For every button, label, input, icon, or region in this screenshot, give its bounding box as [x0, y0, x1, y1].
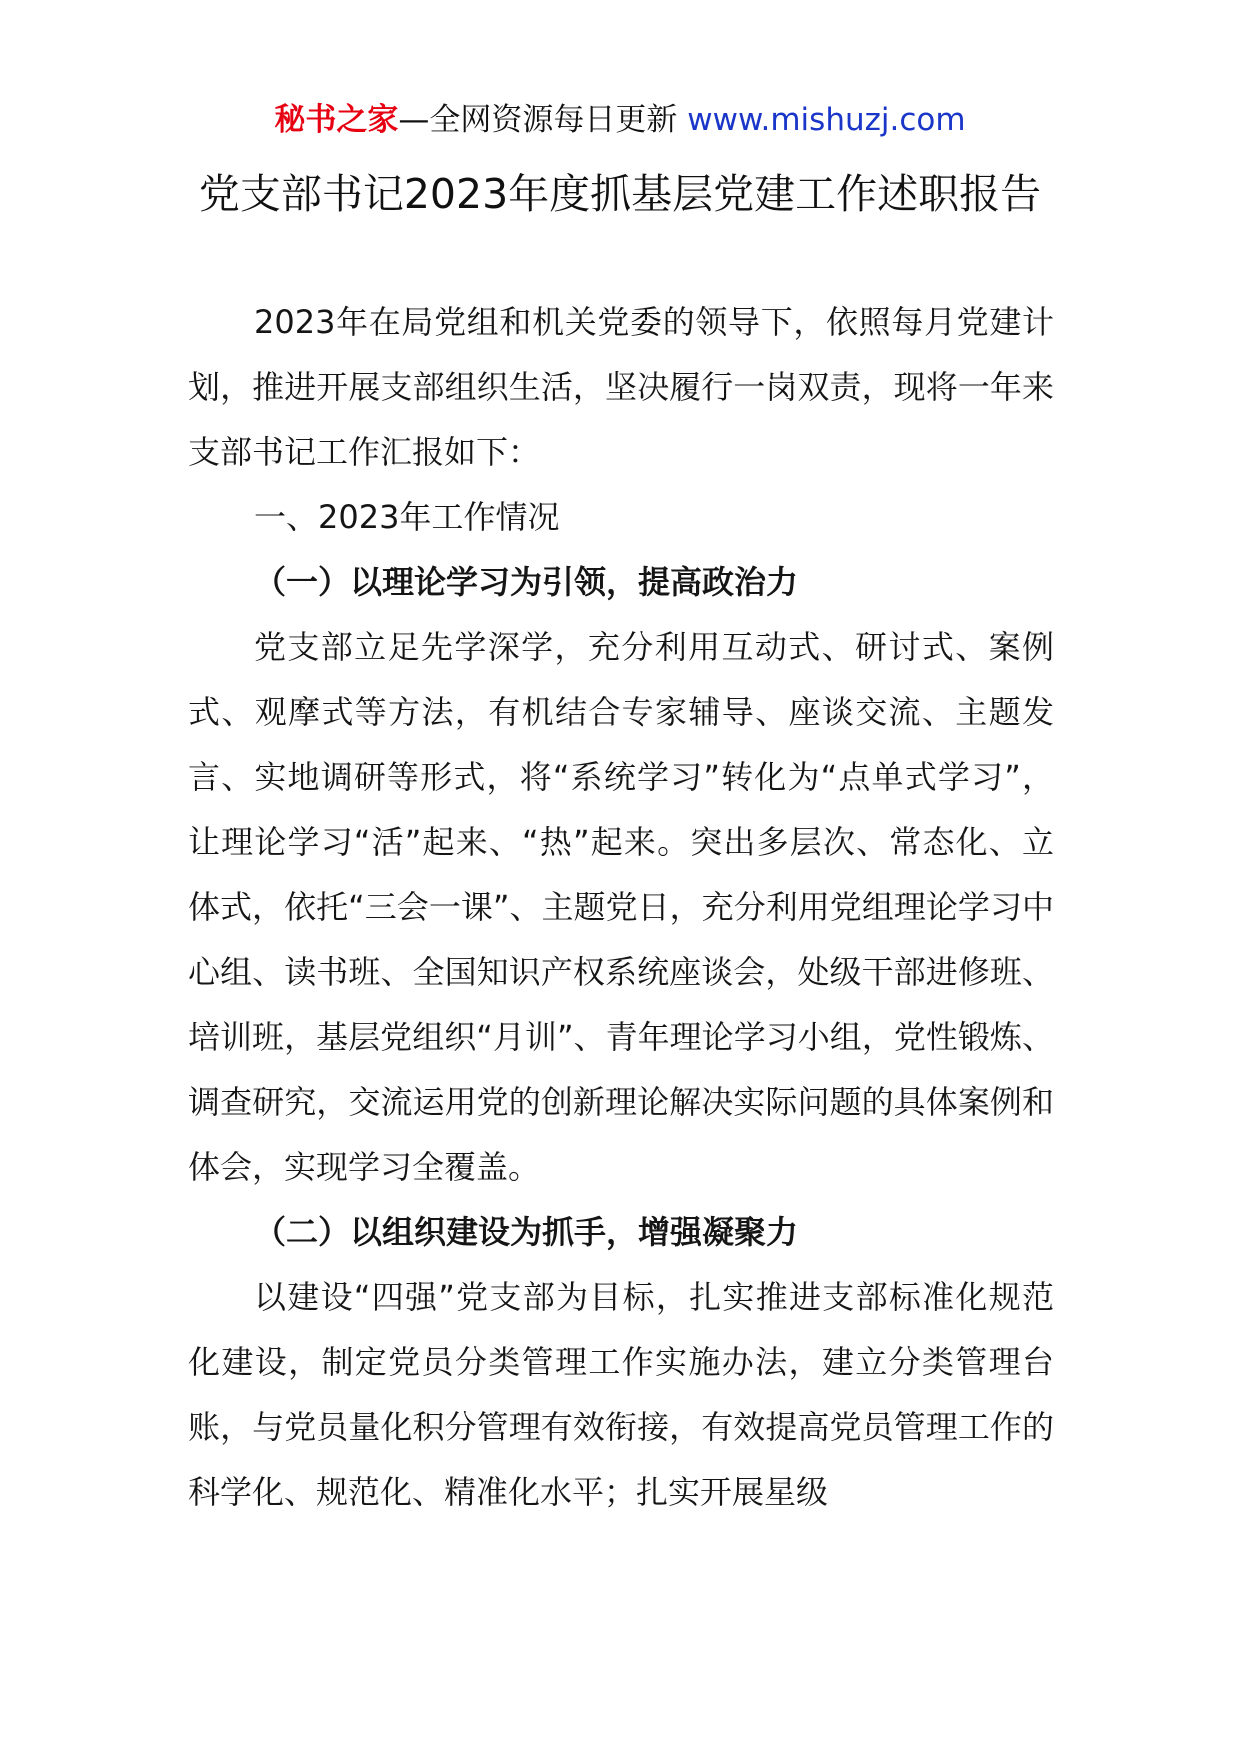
subsection-heading-2: （二）以组织建设为抓手，增强凝聚力	[254, 1213, 799, 1251]
subsection-body-2: 以建设“四强”党支部为目标，扎实推进支部标准化规范化建设，制定党员分类管理工作实施办法，建立分类管理台账，与党员量化积分管理有效衔接，有效提高党员管理工作的科学化、规范化、精准化水平；扎实开展星级	[188, 1278, 1054, 1511]
site-header	[0, 98, 1240, 142]
header-tagline: —全网资源每日更新	[398, 102, 678, 138]
document-title: 党支部书记2023年度抓基层党建工作述职报告	[198, 170, 1042, 218]
document-body	[188, 290, 1054, 1525]
intro-paragraph: 2023年在局党组和机关党委的领导下，依照每月党建计划，推进开展支部组织生活，坚决履行一岗双责，现将一年来支部书记工作汇报如下：	[188, 303, 1054, 471]
section-heading-1: 一、2023年工作情况	[254, 498, 560, 536]
brand-name: 秘书之家	[274, 102, 399, 138]
site-url-link[interactable]: www.mishuzj.com	[687, 102, 966, 138]
subsection-heading-1: （一）以理论学习为引领，提高政治力	[254, 563, 799, 601]
subsection-body-1: 党支部立足先学深学，充分利用互动式、研讨式、案例式、观摩式等方法，有机结合专家辅导、座谈交流、主题发言、实地调研等形式，将“系统学习”转化为“点单式学习”，让理论学习“活”起来、“热”起来。突出多层次、常态化、立体式，依托“三会一课”、主题党日，充分利用党组理论学习中心组、读书班、全国知识产权系统座谈会，处级干部进修班、培训班，基层党组织“月训”、青年理论学习小组，党性锻炼、调查研究，交流运用党的创新理论解决实际问题的具体案例和体会，实现学习全覆盖。	[188, 628, 1054, 1186]
